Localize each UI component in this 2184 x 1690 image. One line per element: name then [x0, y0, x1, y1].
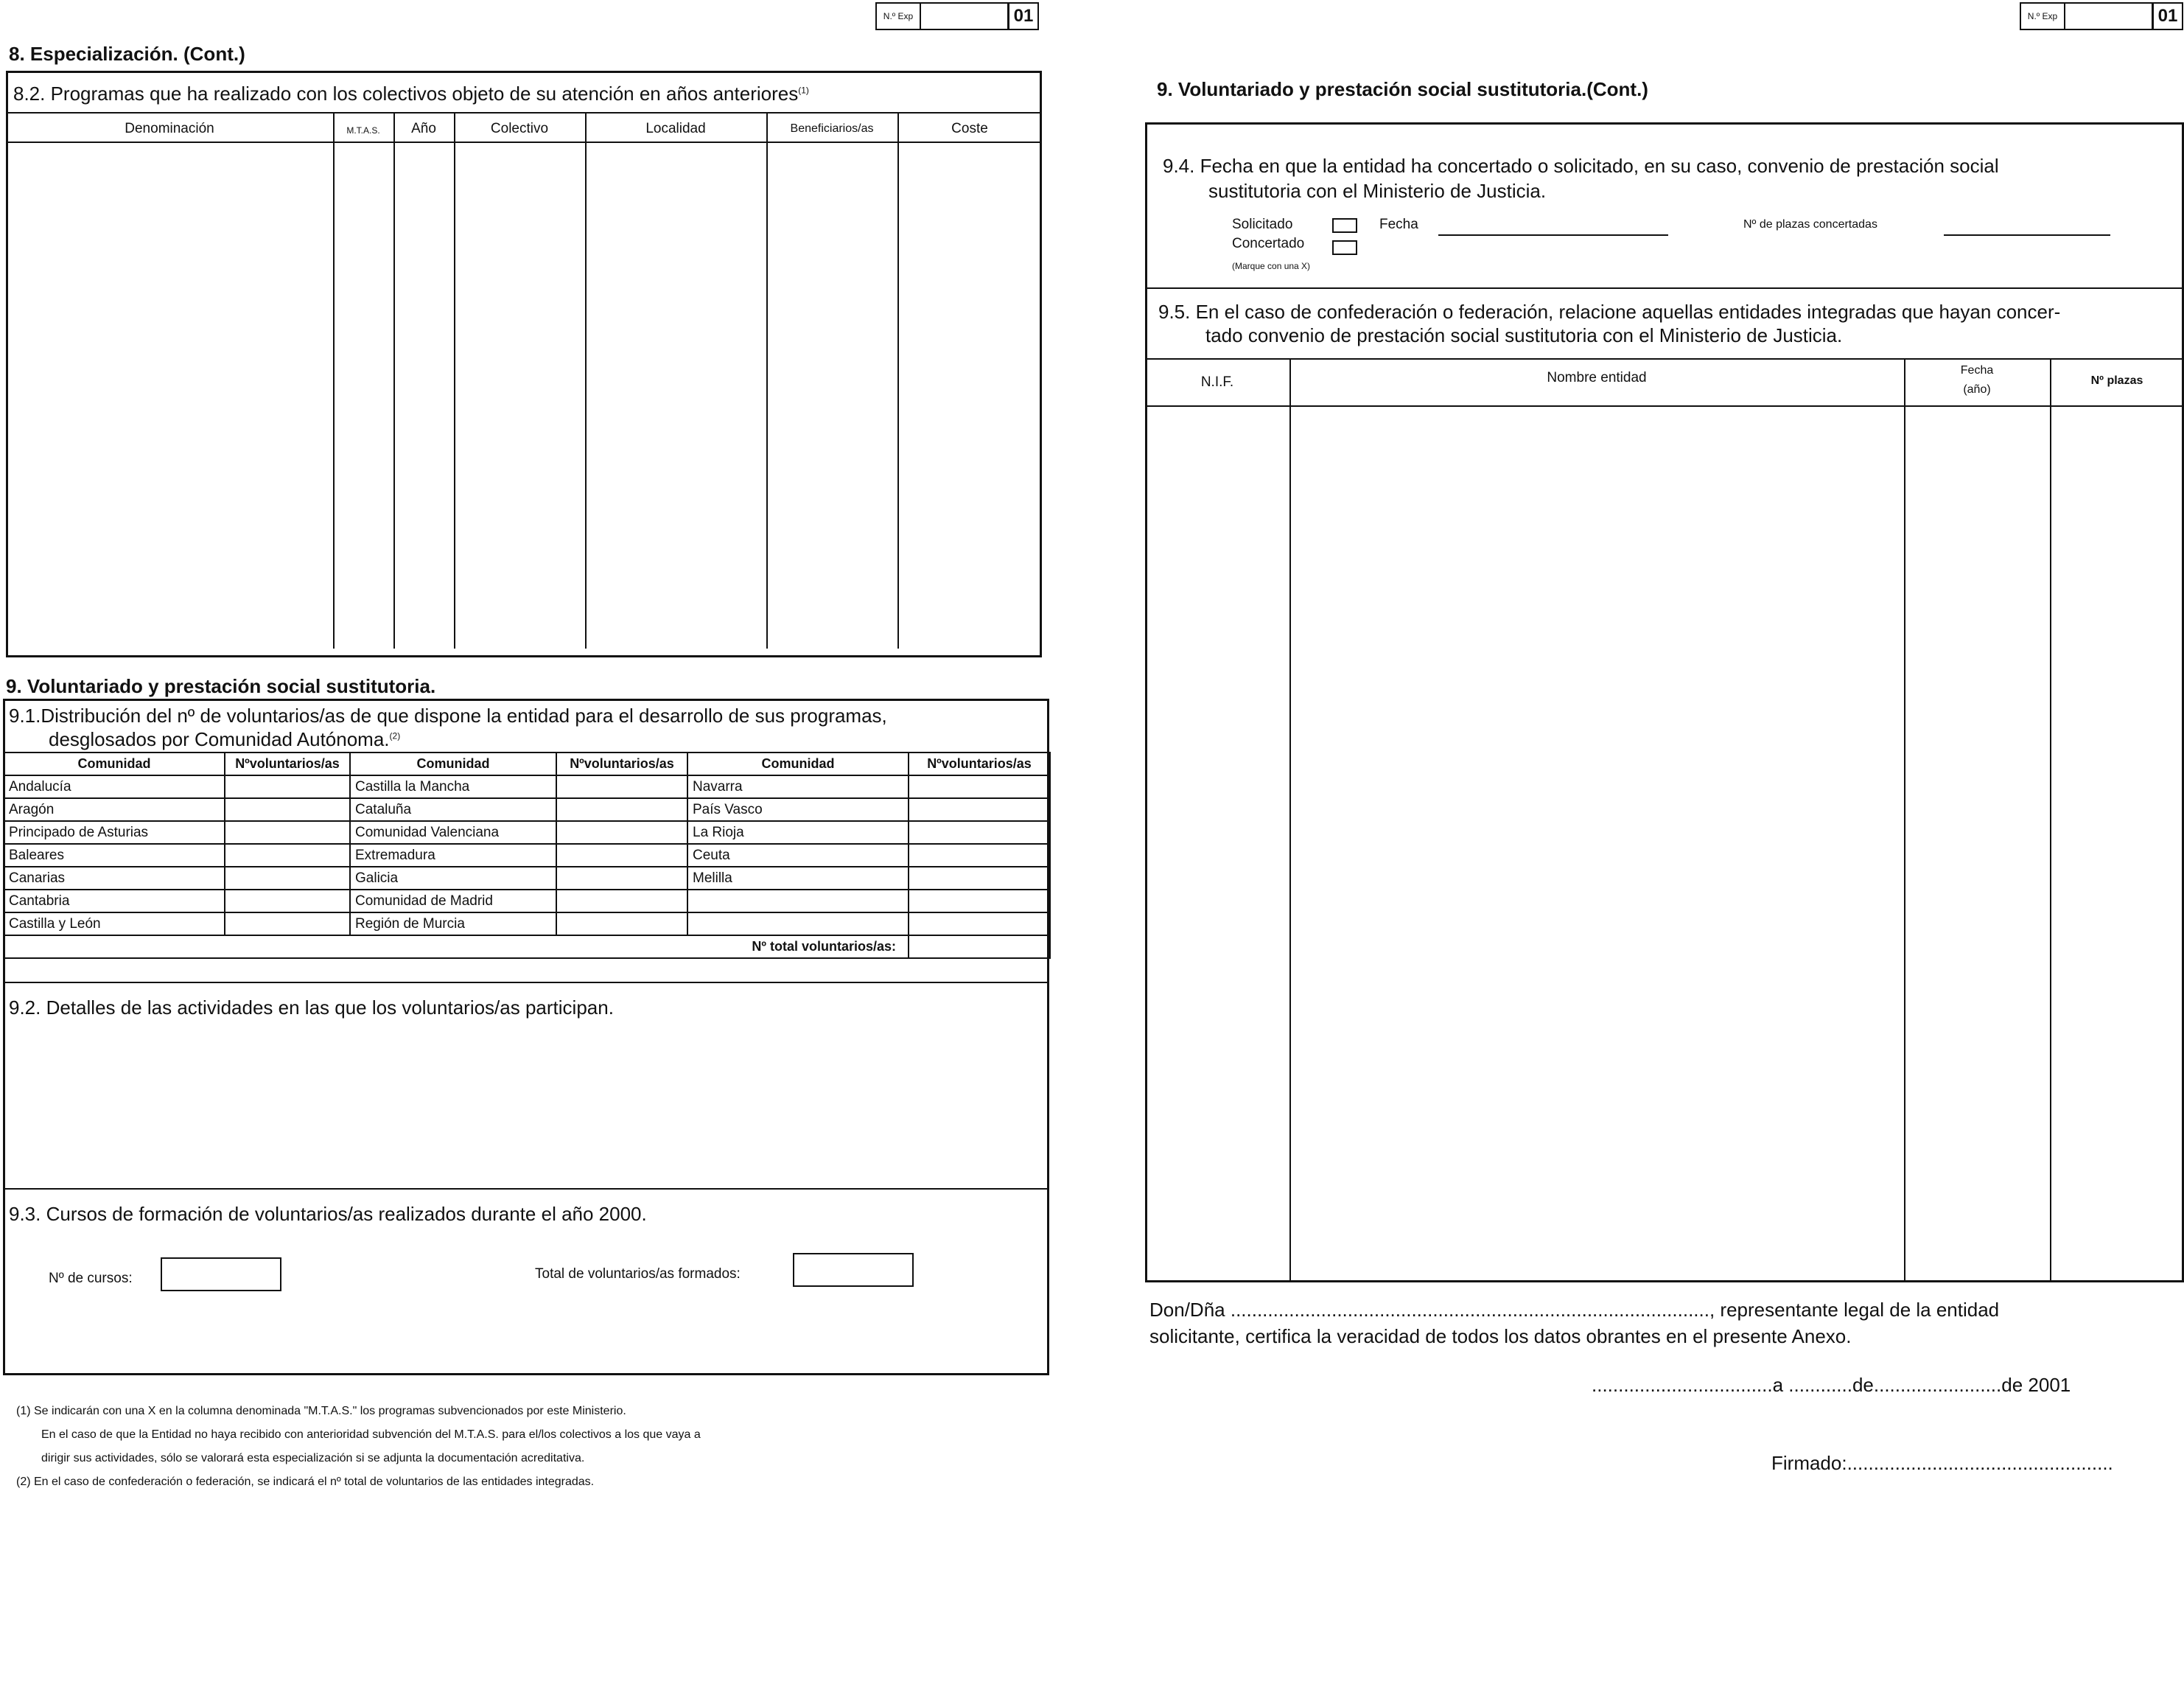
voluntarios-input[interactable] [225, 798, 350, 821]
table-rule [1145, 358, 2184, 360]
total-row [4, 935, 1050, 958]
col-coste: Coste [951, 121, 988, 136]
table-rule [6, 112, 1042, 114]
footnote-ref-2: (2) [389, 730, 401, 741]
footnote-1-line2: En el caso de que la Entidad no haya recibido con anterioridad subvención del M.T.A.S. para el/los colectivos a los que vaya a [41, 1428, 701, 1441]
table-row [4, 798, 1050, 821]
communities-table-body [4, 775, 1050, 958]
voluntarios-input[interactable] [909, 821, 1050, 844]
plazas-concertadas-field[interactable] [1944, 234, 2110, 236]
programs-table-body[interactable] [8, 143, 1040, 654]
col-fecha: Fecha [1960, 364, 1994, 377]
exp-label: N.º Exp [2021, 4, 2065, 29]
comunidad-cell: La Rioja [687, 821, 909, 844]
section-8-title: 8. Especialización. (Cont.) [9, 43, 245, 65]
voluntarios-input[interactable] [225, 775, 350, 798]
comunidad-cell: Navarra [687, 775, 909, 798]
exp-number-field[interactable] [921, 4, 1009, 29]
comunidad-cell: País Vasco [687, 798, 909, 821]
comunidad-cell: Baleares [4, 844, 225, 867]
section-9-4-line2: sustitutoria con el Ministerio de Justicia. [1208, 180, 1547, 202]
voluntarios-input[interactable] [225, 844, 350, 867]
section-9-cont-title: 9. Voluntariado y prestación social sustitutoria.(Cont.) [1157, 78, 1648, 100]
footnote-ref-1: (1) [798, 85, 809, 96]
header-voluntarios: Nºvoluntarios/as [556, 753, 687, 775]
certification-line2: solicitante, certifica la veracidad de todos los datos obrantes en el presente Anexo. [1149, 1325, 1852, 1347]
comunidad-cell: Extremadura [350, 844, 556, 867]
col-plazas: Nº plazas [2090, 374, 2143, 387]
comunidad-cell: Cantabria [4, 890, 225, 912]
col-ano: Año [411, 121, 436, 136]
header-voluntarios: Nºvoluntarios/as [225, 753, 350, 775]
col-nombre-entidad: Nombre entidad [1547, 370, 1647, 385]
footnote-1-line3: dirigir sus actividades, sólo se valorará esta especialización si se adjunta la documentación acreditativa. [41, 1452, 585, 1464]
voluntarios-input[interactable] [556, 821, 687, 844]
section-rule [1145, 287, 2184, 289]
cursos-label: Nº de cursos: [49, 1271, 133, 1286]
section-9-4-line1: 9.4. Fecha en que la entidad ha concertado o solicitado, en su caso, convenio de prestación social [1163, 155, 1999, 177]
table-row [4, 867, 1050, 890]
comunidad-cell: Castilla y León [4, 912, 225, 935]
voluntarios-input[interactable] [225, 890, 350, 912]
exp-box-left [875, 2, 1039, 30]
table-row [4, 844, 1050, 867]
section-9-1-title-line1: 9.1.Distribución del nº de voluntarios/as de que dispone la entidad para el desarrollo de sus programas, [9, 705, 887, 727]
header-comunidad: Comunidad [350, 753, 556, 775]
header-comunidad: Comunidad [4, 753, 225, 775]
col-denominacion: Denominación [125, 121, 214, 136]
section-9-3-title: 9.3. Cursos de formación de voluntarios/as realizados durante el año 2000. [9, 1203, 647, 1225]
voluntarios-input[interactable] [556, 844, 687, 867]
voluntarios-input[interactable] [909, 775, 1050, 798]
voluntarios-input[interactable] [909, 890, 1050, 912]
voluntarios-input[interactable] [556, 775, 687, 798]
voluntarios-input[interactable] [225, 912, 350, 935]
cursos-input[interactable] [161, 1257, 281, 1291]
voluntarios-input[interactable] [909, 867, 1050, 890]
col-fecha-ano: (año) [1963, 383, 1991, 396]
fecha-label: Fecha [1379, 217, 1418, 232]
col-nif: N.I.F. [1200, 374, 1234, 390]
col-localidad: Localidad [645, 121, 706, 136]
comunidad-cell: Cataluña [350, 798, 556, 821]
total-formados-input[interactable] [793, 1253, 914, 1287]
voluntarios-input[interactable] [556, 912, 687, 935]
comunidad-cell: Comunidad Valenciana [350, 821, 556, 844]
total-formados-label: Total de voluntarios/as formados: [535, 1266, 741, 1282]
total-voluntarios-label: Nº total voluntarios/as: [4, 935, 909, 958]
col-colectivo: Colectivo [490, 121, 549, 136]
exp-number: 01 [1013, 6, 1034, 26]
activities-details-field[interactable] [6, 1024, 1046, 1187]
table-row [4, 775, 1050, 798]
voluntarios-input[interactable] [556, 890, 687, 912]
concertado-label: Concertado [1232, 236, 1305, 251]
date-line: ..................................a ............de........................de 2001 [1592, 1374, 2071, 1396]
comunidad-cell: Castilla la Mancha [350, 775, 556, 798]
voluntarios-input[interactable] [909, 798, 1050, 821]
section-9-1-title-line2 [49, 728, 400, 751]
table-row [4, 890, 1050, 912]
comunidad-cell: Principado de Asturias [4, 821, 225, 844]
header-comunidad: Comunidad [687, 753, 909, 775]
comunidad-cell: Canarias [4, 867, 225, 890]
marque-note: (Marque con una X) [1232, 261, 1311, 271]
solicitado-label: Solicitado [1232, 217, 1293, 232]
exp-label: N.º Exp [877, 4, 921, 29]
exp-number-field[interactable] [2065, 4, 2154, 29]
footnote-2: (2) En el caso de confederación o federación, se indicará el nº total de voluntarios de las entidades integradas. [16, 1476, 595, 1488]
section-9-2-title: 9.2. Detalles de las actividades en las que los voluntarios/as participan. [9, 996, 614, 1019]
communities-table [3, 752, 1051, 959]
fecha-field[interactable] [1438, 234, 1668, 236]
comunidad-cell: Ceuta [687, 844, 909, 867]
section-rule [3, 982, 1049, 983]
comunidad-cell: Comunidad de Madrid [350, 890, 556, 912]
section-8-2-title [13, 83, 809, 105]
voluntarios-input[interactable] [556, 798, 687, 821]
col-beneficiarios: Beneficiarios/as [790, 122, 874, 135]
exp-box-right [2020, 2, 2183, 30]
header-voluntarios: Nºvoluntarios/as [909, 753, 1050, 775]
concertado-checkbox[interactable] [1332, 240, 1357, 255]
total-voluntarios-input[interactable] [909, 935, 1050, 958]
section-rule [3, 1188, 1049, 1190]
voluntarios-input[interactable] [225, 867, 350, 890]
section-9-5-line1: 9.5. En el caso de confederación o federación, relacione aquellas entidades integradas que hayan concer- [1158, 301, 2061, 323]
comunidad-cell: Galicia [350, 867, 556, 890]
comunidad-cell: Andalucía [4, 775, 225, 798]
section-9-1-title-line2-text: desglosados por Comunidad Autónoma. [49, 728, 390, 750]
voluntarios-input[interactable] [556, 867, 687, 890]
footnote-1-line1: (1) Se indicarán con una X en la columna denominada "M.T.A.S." los programas subvencionados por este Ministerio. [16, 1405, 626, 1417]
exp-number: 01 [2157, 6, 2178, 26]
comunidad-cell [687, 912, 909, 935]
col-mtas: M.T.A.S. [346, 125, 380, 136]
comunidad-cell: Región de Murcia [350, 912, 556, 935]
voluntarios-input[interactable] [909, 912, 1050, 935]
signature-line: Firmado:.................................................. [1771, 1452, 2113, 1474]
comunidad-cell: Melilla [687, 867, 909, 890]
table-row [4, 912, 1050, 935]
solicitado-checkbox[interactable] [1332, 218, 1357, 233]
voluntarios-input[interactable] [909, 844, 1050, 867]
plazas-concertadas-label: Nº de plazas concertadas [1743, 218, 1877, 231]
section-8-2-title-text: 8.2. Programas que ha realizado con los colectivos objeto de su atención en años anteriores [13, 83, 799, 105]
voluntarios-input[interactable] [225, 821, 350, 844]
table-row [4, 821, 1050, 844]
section-9-title: 9. Voluntariado y prestación social sustitutoria. [6, 675, 436, 697]
comunidad-cell [687, 890, 909, 912]
comunidad-cell: Aragón [4, 798, 225, 821]
section-9-5-line2: tado convenio de prestación social sustitutoria con el Ministerio de Justicia. [1205, 324, 1843, 346]
certification-line1: Don/Dña .........................................................................................., representante legal de la entidad [1149, 1299, 2000, 1321]
entities-table-body[interactable] [1147, 407, 2182, 1279]
